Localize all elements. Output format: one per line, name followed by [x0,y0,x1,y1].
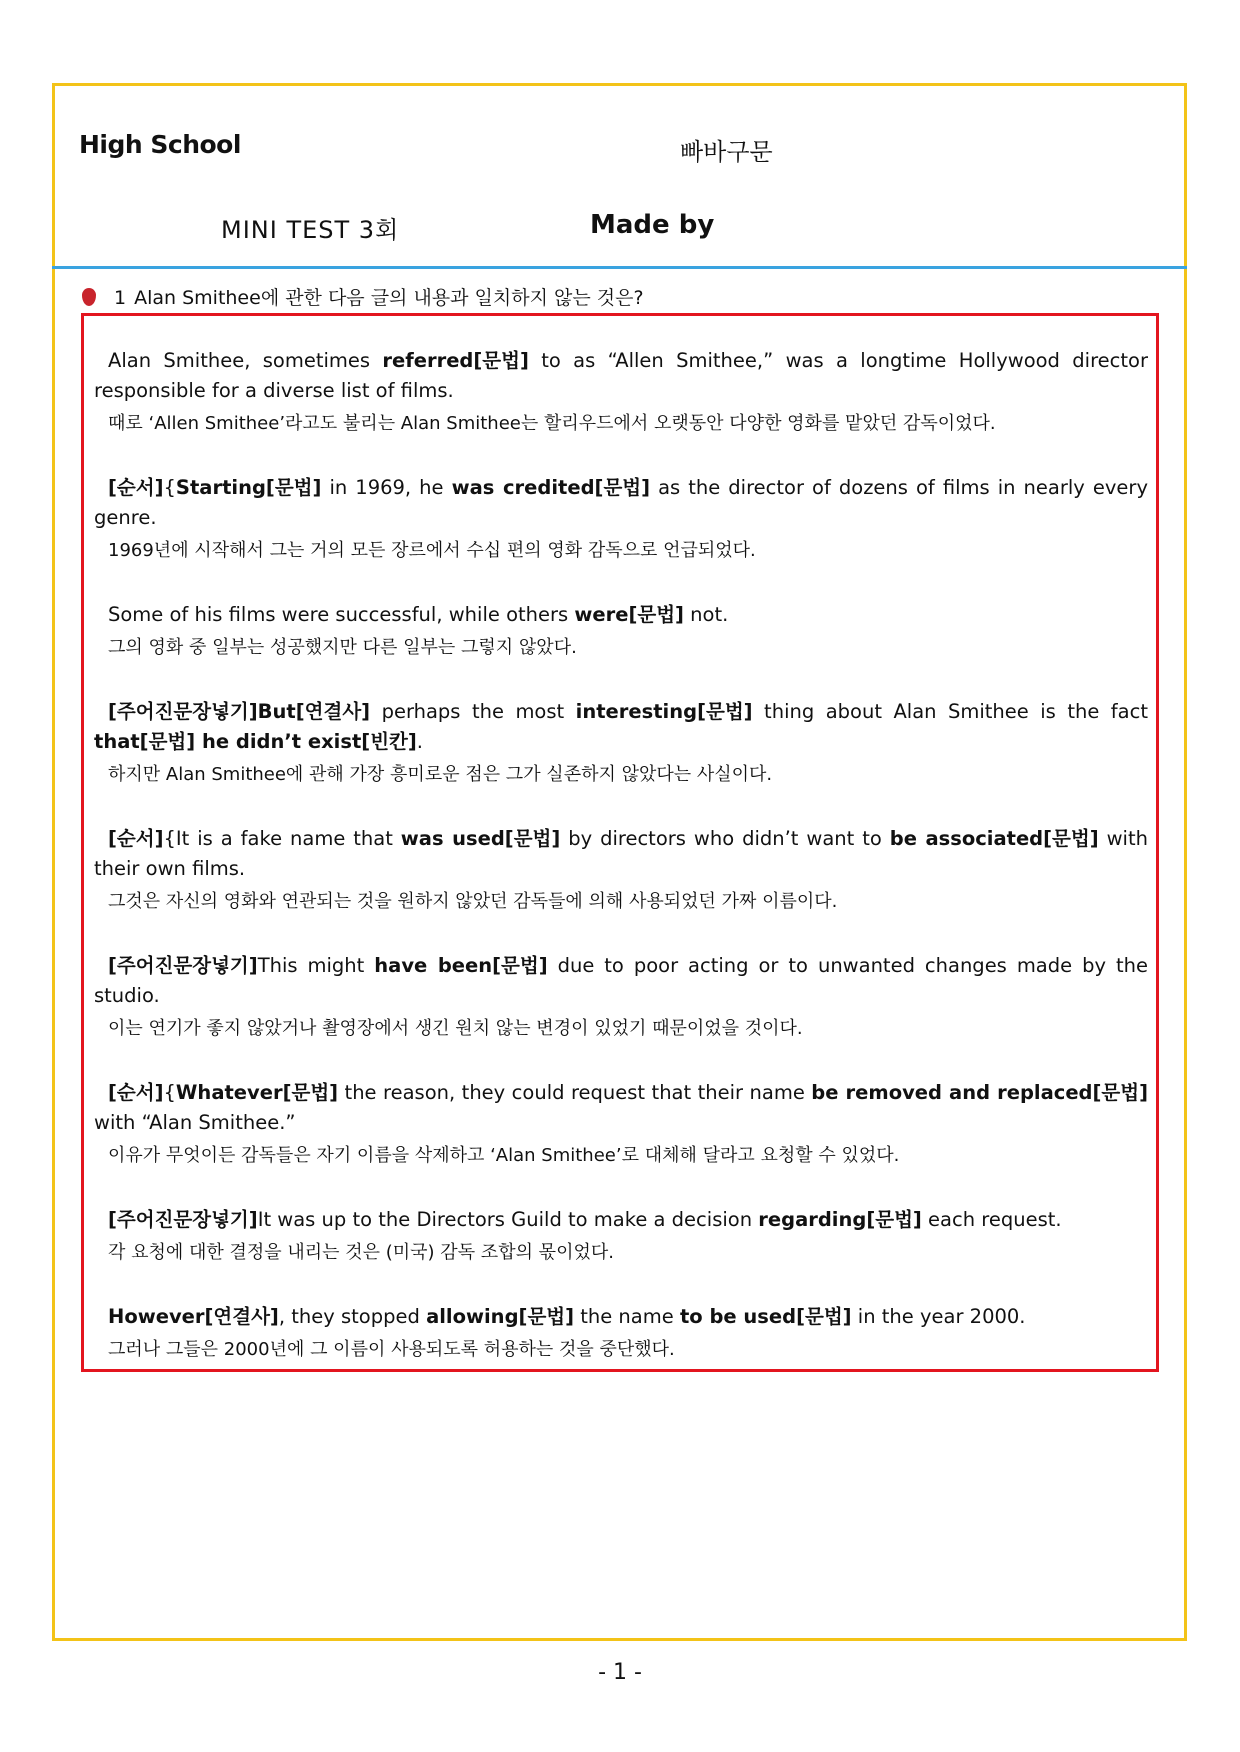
question-line [82,283,644,310]
english-sentence [94,1078,1148,1138]
grammar-tag-text: were[문법] [574,603,684,626]
sentence-text: each request. [921,1208,1062,1231]
grammar-tag-text: [주어진문장넣기] [108,954,258,977]
passage-sentence [94,1078,1148,1169]
grammar-tag-text: regarding[문법] [758,1208,922,1231]
question-number: 1 [114,287,127,309]
grammar-tag-text: Starting[문법] [175,476,322,499]
test-title: MINI TEST 3회 [221,216,400,244]
sentence-text: { [163,476,176,499]
passage-sentence [94,697,1148,788]
grammar-tag-text: interesting[문법] [575,700,753,723]
passage-box [81,313,1159,1372]
english-sentence [94,824,1148,884]
korean-translation: 그러나 그들은 2000년에 그 이름이 사용되도록 허용하는 것을 중단했다. [108,1339,675,1360]
red-apple-bullet-icon [82,288,96,306]
page-number: - 1 - [598,1660,642,1685]
grammar-tag-text: [순서] [108,1081,164,1104]
passage-sentence [94,1302,1148,1363]
sentence-text: in 1969, he [321,476,452,499]
grammar-tag-text: [순서] [108,827,164,850]
question-text-wrap [114,283,644,310]
grammar-tag-text: allowing[문법] [426,1305,575,1328]
sentence-text: perhaps the most [370,700,576,723]
sentence-text: to as “Allen Smithee,” was a longtime Hollywood director responsible for a diverse list of films. [94,349,1148,402]
korean-translation: 1969년에 시작해서 그는 거의 모든 장르에서 수십 편의 영화 감독으로 언급되었다. [108,540,756,561]
korean-translation: 하지만 Alan Smithee에 관해 가장 흥미로운 점은 그가 실존하지 않았다는 사실이다. [108,764,773,785]
sentence-text: as the director of dozens of films in nearly every genre. [94,476,1148,529]
subject-title: 빠바구문 [680,138,773,166]
passage-sentence [94,600,1148,661]
sentence-text: {It is a fake name that [163,827,401,850]
sentence-text: with “Alan Smithee.” [94,1111,296,1134]
grammar-tag-text: to be used[문법] [679,1305,852,1328]
korean-translation: 그것은 자신의 영화와 연관되는 것을 원하지 않았던 감독들에 의해 사용되었던 가짜 이름이다. [108,891,838,912]
sentence-text: in the year 2000. [851,1305,1026,1328]
grammar-tag-text: was credited[문법] [451,476,651,499]
grammar-tag-text: [주어진문장넣기] [108,1208,258,1231]
english-sentence [94,951,1148,1011]
english-sentence [94,697,1148,757]
sentence-text: the name [574,1305,680,1328]
grammar-tag-text: However[연결사] [108,1305,279,1328]
english-sentence [94,600,1148,630]
korean-translation: 이는 연기가 좋지 않았거나 촬영장에서 생긴 원치 않는 변경이 있었기 때문이었을 것이다. [108,1018,803,1039]
school-title: High School [79,130,241,159]
passage-sentence [94,473,1148,564]
sentence-text: , they stopped [278,1305,427,1328]
grammar-tag-text: [주어진문장넣기]But[연결사] [108,700,371,723]
english-sentence [94,473,1148,533]
sentence-text: by directors who didn’t want to [560,827,890,850]
sentence-text: . [416,730,423,753]
grammar-tag-text: Whatever[문법] [175,1081,339,1104]
sentence-text: with their own films. [94,827,1148,880]
english-sentence [94,1302,1148,1332]
grammar-tag-text: be associated[문법] [889,827,1099,850]
grammar-tag-text: was used[문법] [400,827,561,850]
sentence-text: It was up to the Directors Guild to make a decision [257,1208,759,1231]
grammar-tag-text: have been[문법] [374,954,548,977]
sentence-text: { [163,1081,176,1104]
sentence-text: This might [257,954,375,977]
sentence-text: Alan Smithee, sometimes [108,349,383,372]
sentence-text: Some of his films were successful, while others [108,603,575,626]
grammar-tag-text: [순서] [108,476,164,499]
grammar-tag-text: be removed and replaced[문법] [811,1081,1148,1104]
grammar-tag-text: that[문법] he didn’t exist[빈칸] [94,730,417,753]
question-text: Alan Smithee에 관한 다음 글의 내용과 일치하지 않는 것은? [134,287,644,309]
english-sentence [94,1205,1148,1235]
korean-translation: 각 요청에 대한 결정을 내리는 것은 (미국) 감독 조합의 몫이었다. [108,1242,614,1263]
korean-translation: 그의 영화 중 일부는 성공했지만 다른 일부는 그렇지 않았다. [108,637,577,658]
sentence-text: due to poor acting or to unwanted changes made by the studio. [94,954,1148,1007]
header-divider [52,266,1187,269]
sentence-text: not. [683,603,729,626]
english-sentence [94,346,1148,406]
sentence-text: the reason, they could request that their name [338,1081,812,1104]
grammar-tag-text: referred[문법] [382,349,529,372]
passage-sentence [94,824,1148,915]
passage-sentence [94,1205,1148,1266]
sentence-text: thing about Alan Smithee is the fact [752,700,1148,723]
korean-translation: 때로 ‘Allen Smithee’라고도 불리는 Alan Smithee는 할리우드에서 오랫동안 다양한 영화를 맡았던 감독이었다. [108,413,996,434]
passage-sentence [94,951,1148,1042]
korean-translation: 이유가 무엇이든 감독들은 자기 이름을 삭제하고 ‘Alan Smithee’로 대체해 달라고 요청할 수 있었다. [108,1145,900,1166]
made-by-label: Made by [590,210,715,240]
passage-sentence [94,346,1148,437]
